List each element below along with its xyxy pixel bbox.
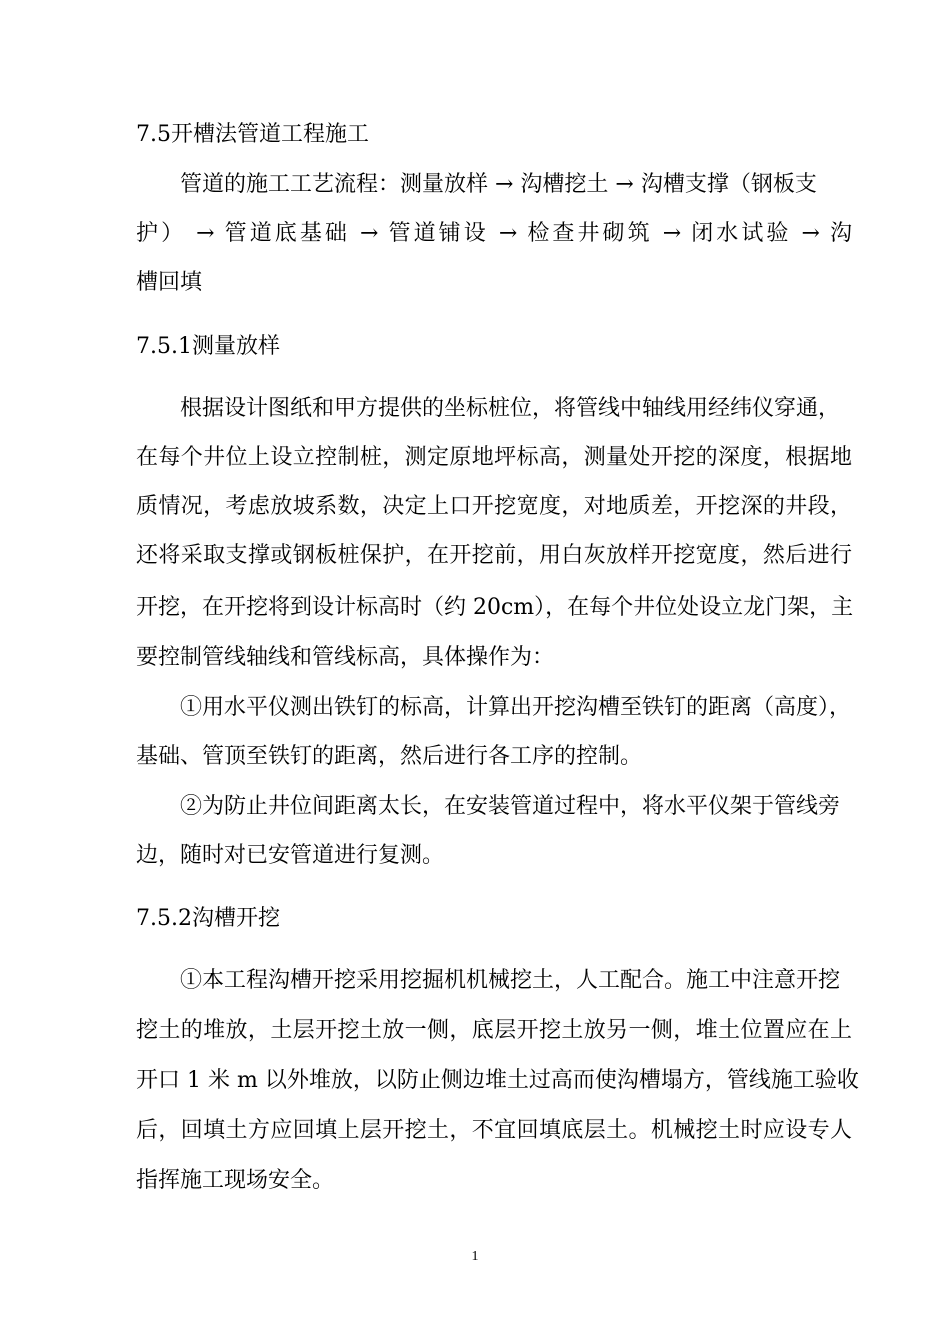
section-7-5-heading: 7.5开槽法管道工程施工: [136, 122, 369, 147]
trench-item-1-line-2: 挖土的堆放，土层开挖土放一侧，底层开挖土放另一侧，堆土位置应在上: [136, 1018, 852, 1043]
survey-item-2-line-1: ②为防止井位间距离太长，在安装管道过程中，将水平仪架于管线旁: [180, 794, 841, 819]
survey-item-2-line-2: 边，随时对已安管道进行复测。: [136, 843, 445, 868]
survey-para-line-4: 还将采取支撑或钢板桩保护，在开挖前，用白灰放样开挖宽度，然后进行: [136, 543, 852, 568]
survey-item-1-line-2: 基础、管顶至铁钉的距离，然后进行各工序的控制。: [136, 744, 643, 769]
process-line-2: 护） → 管道底基础 → 管道铺设 → 检查井砌筑 → 闭水试验 → 沟: [136, 221, 852, 246]
section-7-5-2-heading: 7.5.2沟槽开挖: [136, 906, 280, 931]
survey-item-1-line-1: ①用水平仪测出铁钉的标高，计算出开挖沟槽至铁钉的距离（高度），: [180, 695, 852, 720]
trench-item-1-line-4: 后，回填土方应回填上层开挖土，不宜回填底层土。机械挖土时应设专人: [136, 1118, 852, 1143]
trench-item-1-line-5: 指挥施工现场安全。: [136, 1168, 335, 1193]
section-7-5-1-heading: 7.5.1测量放样: [136, 334, 280, 359]
trench-item-1-line-1: ①本工程沟槽开挖采用挖掘机机械挖土，人工配合。施工中注意开挖: [180, 968, 841, 993]
process-line-1: 管道的施工工艺流程：测量放样 → 沟槽挖土 → 沟槽支撑（钢板支: [180, 172, 817, 197]
survey-para-line-3: 质情况，考虑放坡系数，决定上口开挖宽度，对地质差，开挖深的井段，: [136, 494, 852, 519]
survey-para-line-6: 要控制管线轴线和管线标高，具体操作为：: [136, 645, 555, 670]
survey-para-line-1: 根据设计图纸和甲方提供的坐标桩位，将管线中轴线用经纬仪穿通，: [180, 396, 841, 421]
process-line-3: 槽回填: [136, 270, 203, 295]
survey-para-line-2: 在每个井位上设立控制桩，测定原地坪标高，测量处开挖的深度，根据地: [136, 445, 852, 470]
survey-para-line-5: 开挖，在开挖将到设计标高时（约 20cm），在每个井位处设立龙门架，主: [136, 595, 854, 620]
trench-item-1-line-3: 开口 1 米 m 以外堆放，以防止侧边堆土过高而使沟槽塌方，管线施工验收: [136, 1068, 859, 1093]
page-number: 1: [471, 1249, 479, 1264]
